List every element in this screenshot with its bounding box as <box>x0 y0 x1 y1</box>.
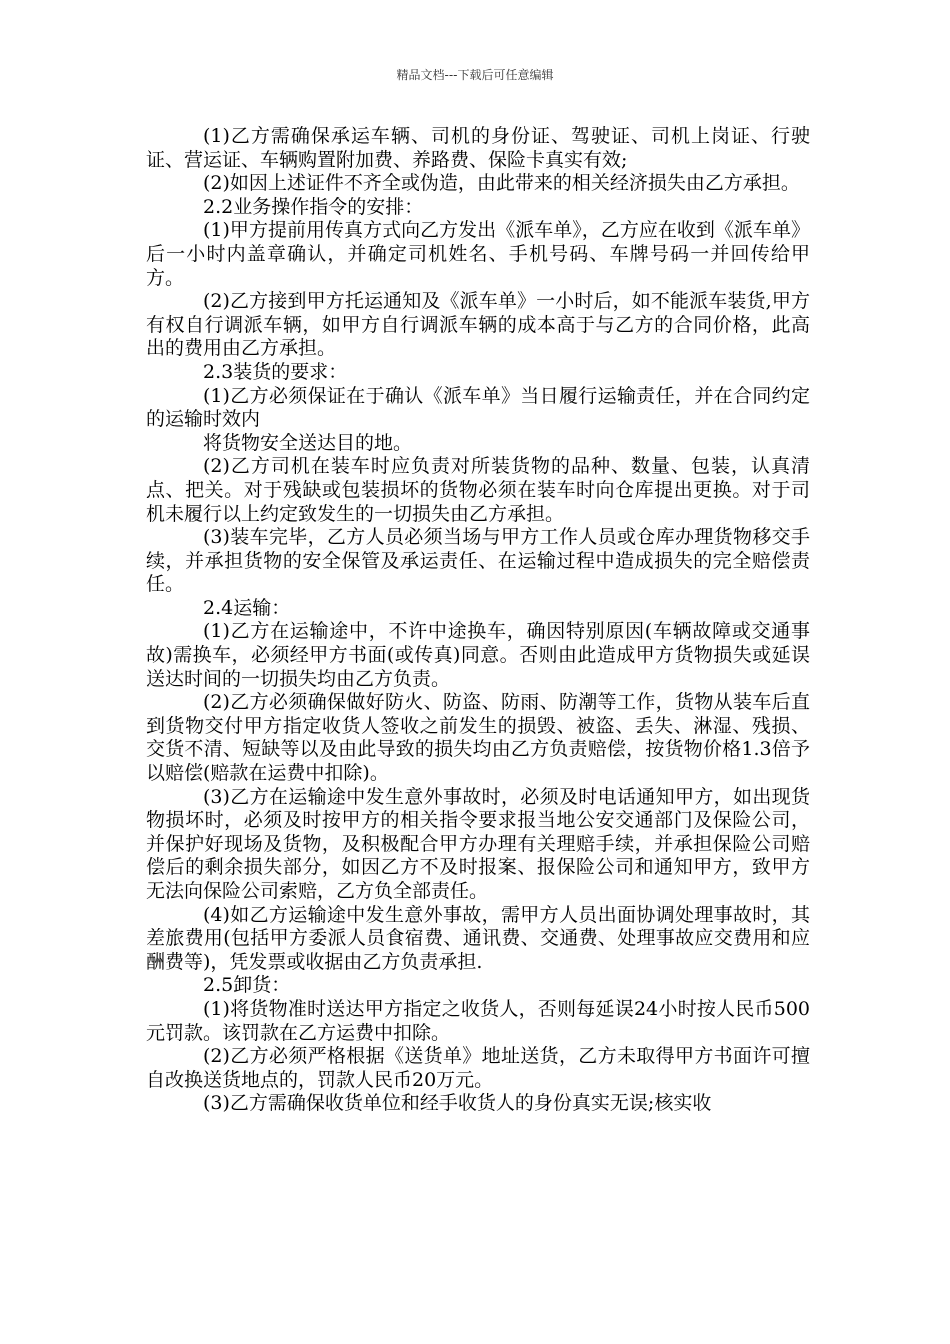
paragraph: (2)乙方司机在装车时应负责对所装货物的品种、数量、包装，认真清点、把关。对于残缺或包装损坏的货物必须在装车时向仓库提出更换。对于司机未履行以上约定致发生的一切损失由乙方承担。 <box>146 455 810 525</box>
paragraph: (2)乙方必须严格根据《送货单》地址送货，乙方未取得甲方书面许可擅自改换送货地点的，罚款人民币20万元。 <box>146 1045 810 1091</box>
page-header: 精品文档---下载后可任意编辑 <box>396 68 554 82</box>
paragraph: (1)乙方在运输途中，不许中途换车，确因特别原因(车辆故障或交通事故)需换车，必须经甲方书面(或传真)同意。否则由此造成甲方货物损失或延误送达时间的一切损失均由乙方负责。 <box>146 620 810 690</box>
paragraph: (4)如乙方运输途中发生意外事故，需甲方人员出面协调处理事故时，其差旅费用(包括甲方委派人员食宿费、通讯费、交通费、处理事故应交费用和应酬费等)，凭发票或收据由乙方负责承担. <box>146 903 810 973</box>
document-body <box>146 125 810 1116</box>
paragraph: 将货物安全送达目的地。 <box>203 431 413 454</box>
section-heading: 2.2业务操作指令的安排： <box>203 195 424 218</box>
paragraph: (2)乙方必须确保做好防火、防盗、防雨、防潮等工作，货物从装车后直到货物交付甲方指定收货人签收之前发生的损毁、被盗、丢失、淋湿、残损、交货不清、短缺等以及由此导致的损失均由乙方负责赔偿，按货物价格1.3倍予以赔偿(赔款在运费中扣除)。 <box>146 691 810 785</box>
paragraph: (3)乙方在运输途中发生意外事故时，必须及时电话通知甲方，如出现货物损坏时，必须及时按甲方的相关指令要求报当地公安交通部门及保险公司，并保护好现场及货物，及积极配合甲方办理有关理赔手续，并承担保险公司赔偿后的剩余损失部分，如因乙方不及时报案、报保险公司和通知甲方，致甲方无法向保险公司索赔，乙方负全部责任。 <box>146 785 810 902</box>
paragraph: (2)乙方接到甲方托运通知及《派车单》一小时后，如不能派车装货,甲方有权自行调派车辆，如甲方自行调派车辆的成本高于与乙方的合同价格，此高出的费用由乙方承担。 <box>146 290 810 360</box>
paragraph: (1)甲方提前用传真方式向乙方发出《派车单》，乙方应在收到《派车单》后一小时内盖章确认，并确定司机姓名、手机号码、车牌号码一并回传给甲方。 <box>146 219 810 289</box>
paragraph: (2)如因上述证件不齐全或伪造，由此带来的相关经济损失由乙方承担。 <box>203 172 800 195</box>
paragraph: (1)乙方需确保承运车辆、司机的身份证、驾驶证、司机上岗证、行驶证、营运证、车辆购置附加费、养路费、保险卡真实有效; <box>146 125 810 171</box>
paragraph: (3)装车完毕，乙方人员必须当场与甲方工作人员或仓库办理货物移交手续，并承担货物的安全保管及承运责任、在运输过程中造成损失的完全赔偿责任。 <box>146 526 810 596</box>
section-heading: 2.3装货的要求： <box>203 360 348 383</box>
paragraph: (1)将货物准时送达甲方指定之收货人，否则每延误24小时按人民币500元罚款。该罚款在乙方运费中扣除。 <box>146 997 810 1044</box>
section-heading: 2.4运输： <box>203 596 291 619</box>
section-heading: 2.5卸货： <box>203 974 291 997</box>
paragraph: (1)乙方必须保证在于确认《派车单》当日履行运输责任，并在合同约定的运输时效内 <box>146 384 810 431</box>
paragraph: (3)乙方需确保收货单位和经手收货人的身份真实无误;核实收 <box>203 1092 712 1115</box>
